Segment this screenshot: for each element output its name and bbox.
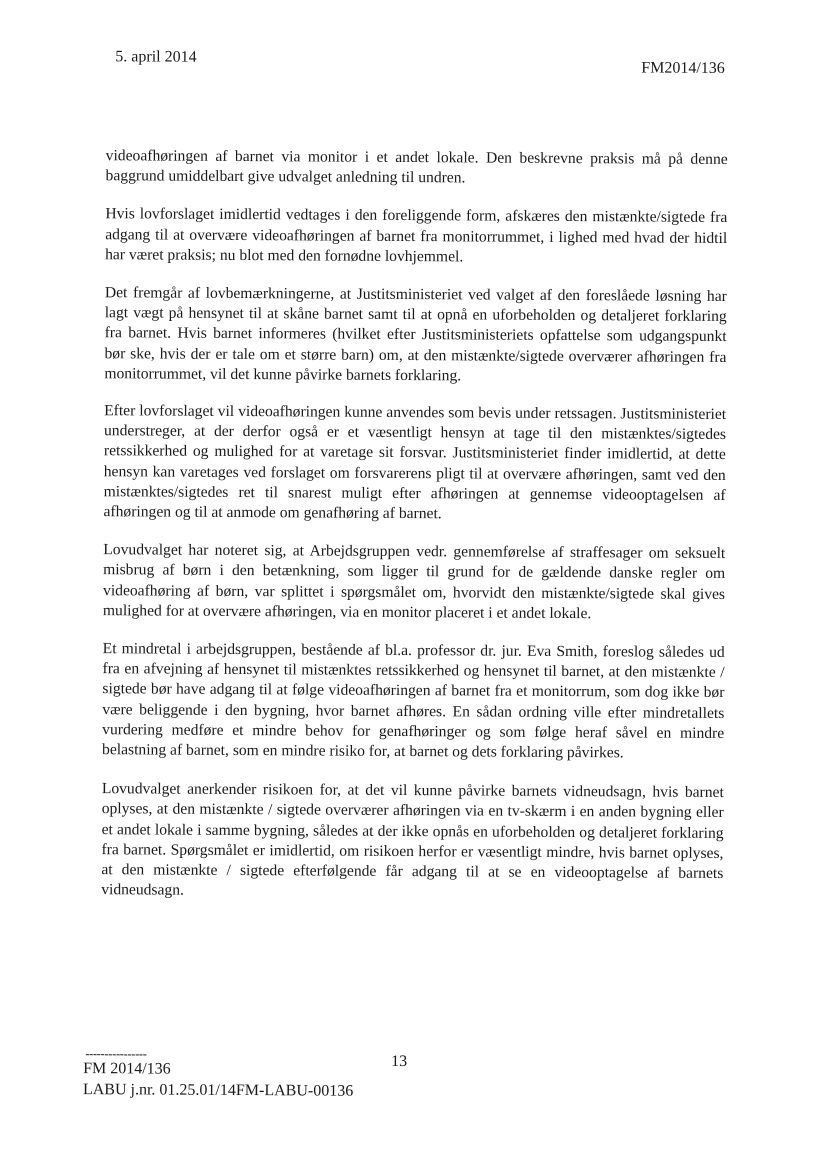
paragraph: Et mindretal i arbejdsgruppen, bestående af bl.a. professor dr. jur. Eva Smith, foreslog således ud fra en afvejning af hensynet til mistænktes retssikkerhed og hensynet til barnet, at den mistænkte / sigtede bør have adgang til at følge videoafhøringen af barnet fra et monitorrum, som dog ikke bør være beliggende i den bygning, hvor barnet afhøres. En sådan ordning ville efter mindretallets vurdering medføre et mindre behov for genafhøringer og som følge heraf såvel en mindre belastning af barnet, som en mindre risiko for, at barnet og dets forklaring påvirkes. <box>102 640 725 762</box>
paragraph: Lovudvalget har noteret sig, at Arbejdsgruppen vedr. gennemførelse af straffesager om seksuelt misbrug af børn i den betænkning, som ligger til grund for de gældende danske regler om videoafhøring af børn, var splittet i spørgsmålet om, hvorvidt den mistænkte/sigtede skal gives mulighed for at overvære afhøringen, via en monitor placeret i et andet lokale. <box>102 541 726 623</box>
footer-rule: ---------------- <box>85 1046 147 1062</box>
paragraph: Hvis lovforslaget imidlertid vedtages i den foreliggende form, afskæres den mistænkte/sigtede fra adgang til at overvære videoafhøringen af barnet fra monitorrummet, i lighed med hvad der hidtil har været praksis; nu blot med den fornødne lovhjemmel. <box>105 205 728 266</box>
document-body <box>101 146 728 904</box>
footer-journal-number: LABU j.nr. 01.25.01/14FM-LABU-00136 <box>82 1081 354 1100</box>
paragraph: Lovudvalget anerkender risikoen for, at det vil kunne påvirke barnets vidneudsagn, hvis barnet oplyses, at den mistænkte / sigtede overværer afhøringen via en tv-skærm i en anden bygning eller et andet lokale i samme bygning, således at der ikke opnås en uforbeholden og detaljeret forklaring fra barnet. Spørgsmålet er imidlertid, om risikoen herfor er væsentligt mindre, hvis barnet oplyses, at den mistænkte / sigtede efterfølgende får adgang til at se en videooptagelse af barnets vidneudsagn. <box>101 780 724 899</box>
paragraph: videoafhøringen af barnet via monitor i et andet lokale. Den beskrevne praksis må på denne baggrund umiddelbart give udvalget anledning til undren. <box>105 147 728 187</box>
paragraph: Efter lovforslaget vil videoafhøringen kunne anvendes som bevis under retssagen. Justitsministeriet understreger, at der derfor også er et væsentligt hensyn at tage til den mistænktes/sigtedes retssikkerhed og mulighed for at varetage sit forsvar. Justitsministeriet finder imidlertid, at dette hensyn kan varetages ved forslaget om forsvarerens pligt til at overvære afhøringen, samt ved den mistænktes/sigtedes ret til snarest muligt efter afhøringen at gennemse videooptagelsen af afhøringen og til at anmode om genafhøring af barnet. <box>103 402 727 523</box>
page-number: 13 <box>391 1052 408 1071</box>
paragraph: Det fremgår af lovbemærkningerne, at Justitsministeriet ved valget af den foreslåede løsning har lagt vægt på hensynet til at skåne barnet samt til at opnå en uforbeholden og detaljeret forklaring fra barnet. Hvis barnet informeres (hvilket efter Justitsministeriets opfattelse som udgangspunkt bør ske, hvis der er tale om et større barn) om, at den mistænkte/sigtede overværer afhøringen fra monitorrummet, vil det kunne påvirke barnets forklaring. <box>104 284 727 385</box>
header-date: 5. april 2014 <box>115 48 197 66</box>
footer-case-number: FM 2014/136 <box>83 1060 171 1078</box>
header-reference: FM2014/136 <box>641 59 725 77</box>
